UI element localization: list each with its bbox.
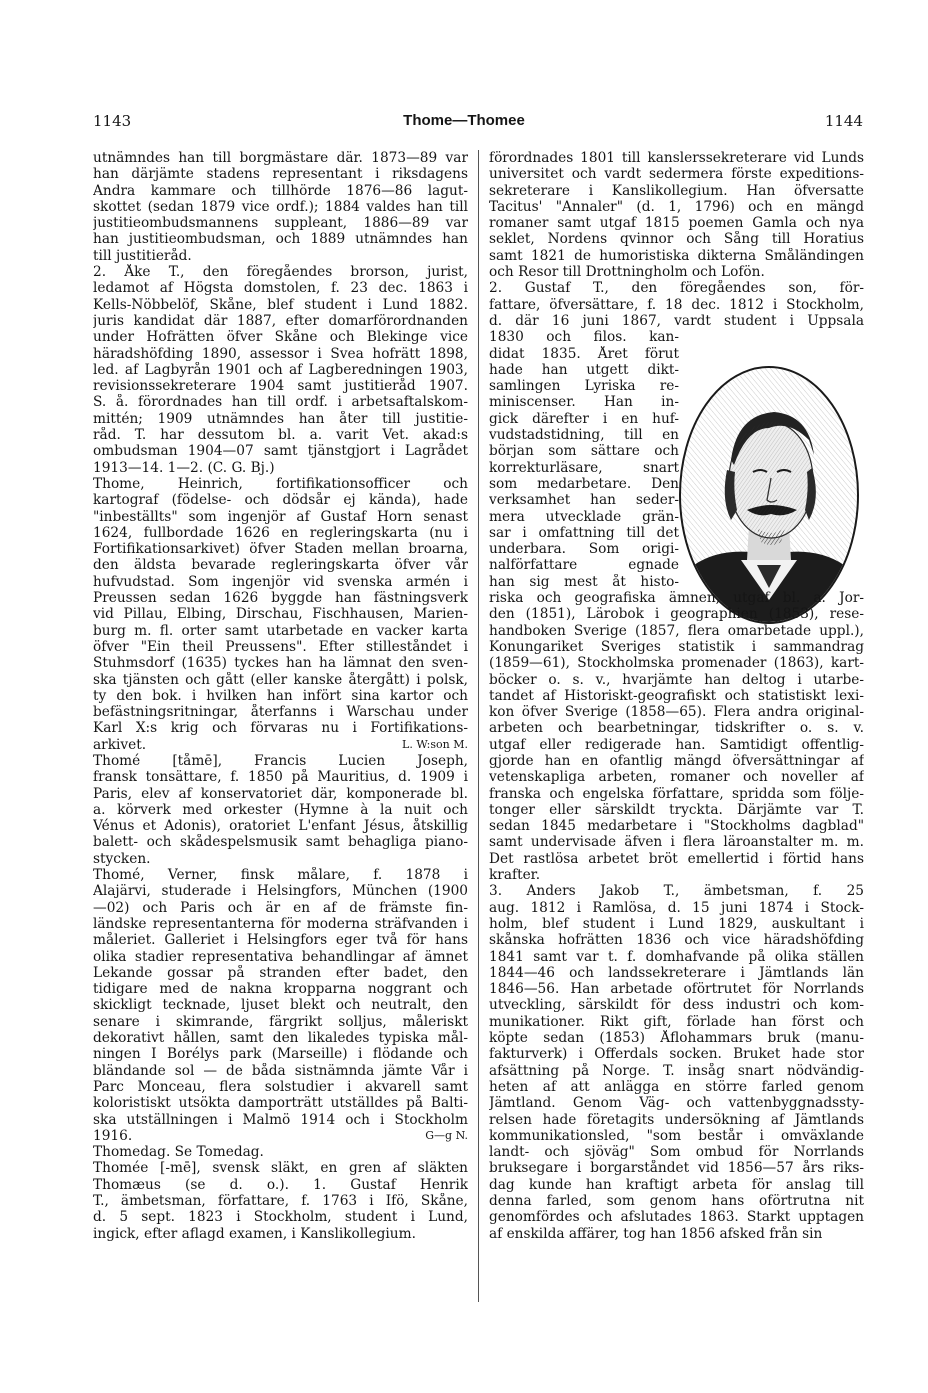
text-line: koloristiskt utsökta damporträtt utställdes på Balti- bbox=[93, 1095, 468, 1112]
text-line: Det rastlösa arbetet bröt emellertid i förtid hans bbox=[489, 850, 864, 867]
text-line: ledamot af Högsta domstolen, f. 23 dec. 1863 i bbox=[93, 280, 468, 297]
text-line: afsättning på Norge. T. insåg snart nödvändig- bbox=[489, 1062, 864, 1079]
text-line: romaner samt utgaf 1815 poemen Gamla och nya bbox=[489, 215, 864, 232]
text-line: ländske representanterna för moderna sträfvanden i bbox=[93, 915, 468, 932]
text-line: vudstadstidning, till en bbox=[489, 427, 679, 444]
text-line: 1624, fullbordade 1626 en regleringskarta (nu i bbox=[93, 524, 468, 541]
text-line: relsen hade företagits undersökning af Jämtlands bbox=[489, 1111, 864, 1128]
text-line: universitet och vardt sedermera förste expeditions- bbox=[489, 166, 864, 183]
text-line: och Resor till Drottningholm och Lofön. bbox=[489, 264, 765, 281]
text-line: samt undervisade äfven i flera läroanstalter m. m. bbox=[489, 834, 864, 851]
text-line: häradshöfding 1890, assessor i Svea hofrätt 1898, bbox=[93, 345, 468, 362]
text-line: miniscenser. Han in- bbox=[489, 394, 679, 411]
running-title: Thome—Thomee bbox=[403, 112, 525, 129]
text-line: tidigare med de nakna kropparna noggrant och bbox=[93, 981, 468, 998]
text-line: skickligt tecknade, ljuset blekt och neutralt, den bbox=[93, 997, 468, 1014]
text-line: 1846—56. Han arbetade oförtrutet för Norrlands bbox=[489, 981, 864, 998]
left-column bbox=[93, 150, 468, 1242]
text-line: gick därefter i en huf- bbox=[489, 410, 679, 427]
text-line: samlingen Lyriska re- bbox=[489, 378, 679, 395]
text-line: balett- och skådespelsmusik samt behagliga piano- bbox=[93, 834, 468, 851]
text-line: Thomé [tåmē], Francis Lucien Joseph, bbox=[93, 752, 468, 769]
text-line: T., ämbetsman, författare, f. 1763 i Ifö, Skåne, bbox=[93, 1193, 468, 1209]
text-line: sedan 1845 medarbetare i "Stockholms dagblad" bbox=[489, 818, 864, 835]
text-line: mera utvecklade grän- bbox=[489, 508, 679, 525]
text-line: Andra kammare och tillhörde 1876—86 lagut- bbox=[93, 182, 468, 199]
right-column bbox=[489, 150, 864, 1242]
text-line: —02) och Paris och är en af de främste fin- bbox=[93, 899, 468, 916]
text-line: sekreterare i Kanslikollegium. Han öfversatte bbox=[489, 182, 864, 199]
text-line: Lekande gossar på stranden efter badet, den bbox=[93, 964, 468, 981]
text-line: han justitieombudsman, och 1889 utnämndes han bbox=[93, 231, 468, 248]
text-line: nalförfattare egnade bbox=[489, 557, 679, 574]
text-line: samt 1821 de humoristiska dikterna Småländingen bbox=[489, 247, 864, 264]
text-line: 1844—46 och landssekreterare i Jämtlands län bbox=[489, 964, 864, 981]
text-line: burg m. fl. orter samt utarbetade en vacker karta bbox=[93, 622, 468, 639]
text-line: gjorde han en ofantlig mängd öfversättningar af bbox=[489, 752, 864, 769]
text-line: ska utställningen i Malmö 1914 och i Stockholm bbox=[93, 1111, 468, 1128]
text-line: kommunikationsled, "som består i omväxlande bbox=[489, 1127, 864, 1144]
text-line: holm, blef student i Lund 1829, auskultant i bbox=[489, 915, 864, 932]
text-line: fransk tonsättare, f. 1850 på Mauritius, d. 1909 i bbox=[93, 769, 468, 786]
text-line: den (1851), Lärobok i geographien (1853), rese- bbox=[489, 606, 864, 623]
text-line: fattare, öfversättare, f. 18 dec. 1812 i Stockholm, bbox=[489, 296, 864, 313]
text-line: utveckling, särskildt för dess industri och kom- bbox=[489, 997, 864, 1014]
text-line: Kells-Nöbbelöf, Skåne, blef student i Lund 1882. bbox=[93, 296, 468, 313]
text-line: arbeten och bearbetningar, tidskrifter o. s. v. bbox=[489, 720, 864, 737]
text-line: Alajärvi, studerade i Helsingfors, München (1900 bbox=[93, 883, 468, 900]
text-line: "inbeställts" som ingenjör af Gustaf Horn senast bbox=[93, 508, 468, 525]
text-line: böcker o. s. v., hvarjämte han deltog i utarbe- bbox=[489, 671, 864, 688]
text-line: korrekturläsare, snart bbox=[489, 459, 679, 476]
text-line: landt- och sjöväg" Som ombud för Norrlands bbox=[489, 1144, 864, 1161]
text-line: 1841 samt var t. f. domhafvande på olika ställen bbox=[489, 948, 864, 965]
text-line: didat 1835. Året förut bbox=[489, 345, 679, 362]
text-line: hufvudstad. Som ingenjör vid svenska armén i bbox=[93, 573, 468, 590]
text-line: hade han utgett dikt- bbox=[489, 361, 679, 378]
text-line: d. där 16 juni 1867, vardt student i Uppsala bbox=[489, 312, 864, 329]
text-line: ingick, efter aflagd examen, i Kanslikollegium. bbox=[93, 1225, 416, 1242]
text-line: senare i skimrande, färgrikt solljus, måleriskt bbox=[93, 1013, 468, 1030]
text-line: denna farled, som genom hans oförtrutna nit bbox=[489, 1193, 864, 1209]
left-page-number: 1143 bbox=[93, 112, 132, 130]
text-line: ska tjänsten och gått (eller kanske återgått) i polsk, bbox=[93, 671, 468, 688]
text-line: genomfördes och afslutades 1863. Starkt upptagen bbox=[489, 1209, 864, 1226]
text-line: munikationer. Rikt gift, förlade han först och bbox=[489, 1013, 864, 1030]
text-line: köpte sedan (1853) Åflohammars bruk (manu- bbox=[489, 1030, 864, 1047]
column-divider bbox=[478, 150, 479, 1302]
text-line: Karl X:s krig och förvaras nu i Fortifikations- bbox=[93, 720, 468, 737]
text-line: den äldsta bevarade regleringskarta öfver vår bbox=[93, 557, 468, 574]
text-line: Thomée [-mē], svensk släkt, en gren af släkten bbox=[93, 1160, 468, 1177]
text-line: råd. T. har dessutom bl. a. varit Vet. akad:s bbox=[93, 427, 468, 444]
text-line: af enskilda affärer, tog han 1856 afsked från sin bbox=[489, 1225, 823, 1242]
text-line: Thomæus (se d. o.). 1. Gustaf Henrik bbox=[93, 1176, 468, 1193]
text-line: måleriet. Galleriet i Helsingfors eger två för hans bbox=[93, 932, 468, 949]
text-line: Parc Monceau, flera solstudier i akvarell samt bbox=[93, 1078, 468, 1095]
text-line: krafter. bbox=[489, 867, 541, 884]
text-line: (1859—61), Stockholmska promenader (1863), kart- bbox=[489, 655, 864, 672]
text-line: bruksegare i borgarståndet vid 1856—57 års riks- bbox=[489, 1160, 864, 1177]
text-line: befästningsritningar, återfanns i Warschau under bbox=[93, 704, 468, 721]
author-signature: L. W:son M. bbox=[402, 737, 468, 751]
text-line: skånska hofrätten 1836 och vice häradshöfding bbox=[489, 932, 864, 949]
text-line: a. körverk med orkester (Hymne à la nuit och bbox=[93, 801, 468, 818]
text-line: stycken. bbox=[93, 850, 151, 867]
text-line: olika stadier representativa behandlingar af ämnet bbox=[93, 948, 468, 965]
text-line: skottet (sedan 1879 vice ordf.); 1884 valdes han till bbox=[93, 198, 468, 215]
text-line: S. å. förordnades han till ordf. i arbetsaftalskom- bbox=[93, 394, 468, 411]
text-line: 2. Åke T., den föregåendes brorson, jurist, bbox=[93, 264, 468, 281]
text-line: seklet, Nordens qvinnor och Sång till Horatius bbox=[489, 231, 864, 248]
text-line: handboken Sverige (1857, flera omarbetade uppl.), bbox=[489, 622, 864, 639]
text-line: heten af att anlägga en större farled genom bbox=[489, 1078, 864, 1095]
text-line: början som sättare och bbox=[489, 443, 679, 460]
text-line: arkivet. L. W:son M. bbox=[93, 736, 468, 753]
text-line: till justitieråd. bbox=[93, 247, 192, 264]
text-line: som medarbetare. Den bbox=[489, 475, 679, 492]
text-line: Thome, Heinrich, fortifikationsofficer och bbox=[93, 475, 468, 492]
text-line: Jämtland. Genom Väg- och vattenbyggnadssty- bbox=[489, 1095, 864, 1112]
text-line: han sig mest åt histo- bbox=[489, 573, 679, 590]
text-line: revisionssekreterare 1904 samt justitieråd 1907. bbox=[93, 378, 468, 395]
text-line: kon öfver Sverige (1858—65). Flera andra original- bbox=[489, 704, 864, 721]
text-line: juris kandidat där 1887, efter domarförordnanden bbox=[93, 312, 468, 329]
text-line: Konungariket Sveriges statistik i sammandrag bbox=[489, 638, 864, 655]
text-line: Tacitus' "Annaler" (d. 1, 1796) och en mängd bbox=[489, 198, 864, 215]
text-line: Fortifikationsarkivet) öfver Staden mellan broarna, bbox=[93, 541, 468, 558]
text-line: dekorativt hållen, samt den likaledes typiska mål- bbox=[93, 1030, 468, 1047]
text-line: riska och geografiska ämnen, utgaf bl. a. Jor- bbox=[489, 590, 864, 607]
text-line: öfver "Ein theil Preussens". Efter stilleståndet i bbox=[93, 638, 468, 655]
text-line: tonger eller särskildt tryckta. Därjämte var T. bbox=[489, 801, 864, 818]
text-line: ty den bok. i hvilken han infört sina kartor och bbox=[93, 687, 468, 704]
text-line: vid Pillau, Elbing, Dirschau, Fischhausen, Marien- bbox=[93, 606, 468, 623]
text-line: 1916. G—g N. bbox=[93, 1127, 468, 1144]
text-line: Vénus et Adonis), oratoriet L'enfant Jésus, åtskillig bbox=[93, 818, 468, 835]
text-line: 2. Gustaf T., den föregåendes son, för- bbox=[489, 280, 864, 297]
text-line: 1913—14. 1—2. (C. G. Bj.) bbox=[93, 459, 275, 476]
text-line: aug. 1812 i Ramlösa, d. 15 juni 1874 i Stock- bbox=[489, 899, 864, 916]
text-line: tandet af Historiskt-geografiskt och statistiskt lexi- bbox=[489, 687, 864, 704]
text-line: Preussen sedan 1626 byggde han fästningsverk bbox=[93, 590, 468, 607]
text-line: fakturverk) i Offerdals socken. Bruket hade stor bbox=[489, 1046, 864, 1063]
text-line: led. af Lagbyrån 1901 och af Lagberedningen 1903, bbox=[93, 361, 468, 378]
text-line: han därjämte stadens representant i riksdagens bbox=[93, 166, 468, 183]
text-line: d. 5 sept. 1823 i Stockholm, student i Lund, bbox=[93, 1209, 468, 1226]
text-line: Paris, elev af konservatoriet där, komponerade bl. bbox=[93, 785, 468, 802]
right-page-number: 1144 bbox=[824, 112, 863, 130]
text-line: under Hofrätten öfver Skåne och Blekinge vice bbox=[93, 329, 468, 346]
text-line: sar i omfattning till det bbox=[489, 524, 679, 541]
text-line: vetenskapliga arbeten, romaner och noveller af bbox=[489, 769, 864, 786]
text-line: Thomé, Verner, finsk målare, f. 1878 i bbox=[93, 867, 468, 884]
text-line: franska och engelska författare, spridda som följe- bbox=[489, 785, 864, 802]
text-line: mittén; 1909 utnämndes han åter till justitie- bbox=[93, 410, 468, 427]
text-line: bländande sol — de båda sistnämnda jämte Vår i bbox=[93, 1062, 468, 1079]
text-line: verksamhet han seder- bbox=[489, 492, 679, 509]
text-line: underbara. Som origi- bbox=[489, 541, 679, 558]
text-line: 3. Anders Jakob T., ämbetsman, f. 25 bbox=[489, 883, 864, 900]
text-line: 1830 och filos. kan- bbox=[489, 329, 679, 346]
text-line: justitieombudsmannens suppleant, 1886—89 var bbox=[93, 215, 468, 232]
author-signature: G—g N. bbox=[425, 1128, 468, 1142]
text-line: förordnades 1801 till kanslerssekreterare vid Lunds bbox=[489, 150, 864, 166]
text-line: utnämndes han till borgmästare där. 1873—89 var bbox=[93, 150, 468, 166]
text-line: kartograf (födelse- och dödsår ej kända), hade bbox=[93, 492, 468, 509]
text-line: utgaf eller redigerade han. Samtidigt offentlig- bbox=[489, 736, 864, 753]
text-line: ningen I Borélys park (Marseille) i flödande och bbox=[93, 1046, 468, 1063]
text-line: Stuhmsdorf (1635) tyckes han ha lämnat den sven- bbox=[93, 655, 468, 672]
text-line: dag kunde han kraftigt arbeta för anslag till bbox=[489, 1176, 864, 1193]
text-line: Thomedag. Se Tomedag. bbox=[93, 1144, 264, 1161]
text-line: ombudsman 1904—07 samt tjänstgjort i Lagrådet bbox=[93, 443, 468, 460]
